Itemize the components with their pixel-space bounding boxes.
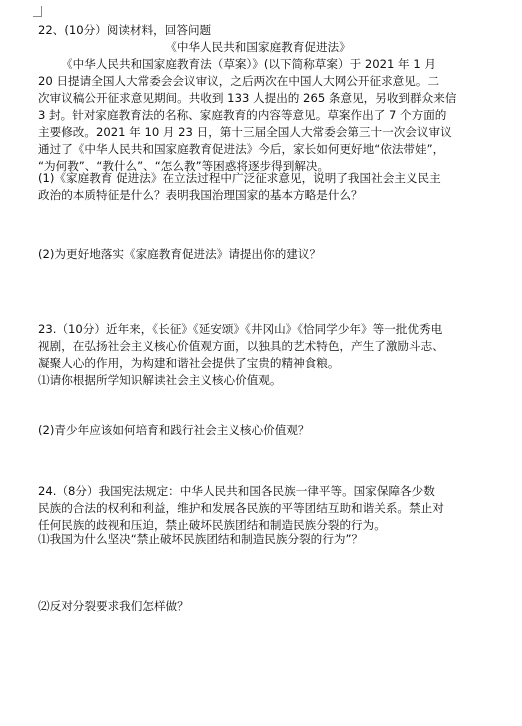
- sub-question-line: ⑴我国为什么坚决“禁止破坏民族团结和制造民族分裂的行为”？: [38, 532, 364, 546]
- question-line: 民族的合法的权利和利益，维护和发展各民族的平等团结互助和谐关系。禁止对: [38, 501, 444, 515]
- question-24-sub-2: [38, 598, 478, 615]
- sub-question-line: (1)《家庭教育 促进法》在立法过程中广泛征求意见，说明了我国社会主义民主: [38, 171, 441, 185]
- question-22-sub-1: [38, 170, 478, 204]
- question-22-header: [38, 22, 478, 39]
- question-24-sub-1: [38, 531, 478, 548]
- sub-question-line: (2)为更好地落实《家庭教育促进法》请提出你的建议？: [38, 247, 322, 261]
- sub-question-line: 政治的本质特征是什么？表明我国治理国家的基本方略是什么？: [38, 188, 363, 202]
- question-line: 凝聚人心的作用，为构建和谐社会提供了宝贵的精神食粮。: [38, 356, 340, 370]
- question-22-title: 《中华人民共和国家庭教育促进法》: [165, 40, 351, 54]
- question-22-material: [38, 56, 478, 175]
- material-line: 《中华人民共和国家庭教育法（草案）》(以下简称草案）于 2021 年 1 月: [61, 57, 436, 71]
- question-line: 任何民族的歧视和压迫，禁止破坏民族团结和制造民族分裂的行为。: [38, 518, 386, 532]
- question-line: 23.（10分）近年来，《长征》《延安颂》《井冈山》《恰同学少年》等一批优秀电: [38, 322, 443, 336]
- question-22-sub-2: [38, 246, 478, 263]
- material-line: 20 日提请全国人大常委会会议审议，之后两次在中国人大网公开征求意见。二: [38, 74, 440, 88]
- material-line: 次审议稿公开征求意见期间。共收到 133 人提出的 265 条意见，另收到群众来信: [38, 91, 457, 105]
- question-23-stem: [38, 321, 478, 372]
- sub-question-line: (2)青少年应该如何培育和践行社会主义核心价值观？: [38, 423, 310, 437]
- sub-question-line: ⑴请你根据所学知识解读社会主义核心价值观。: [38, 373, 282, 387]
- question-24-stem: [38, 483, 478, 534]
- page-corner-mark: [33, 6, 42, 17]
- question-line: 视剧，在弘扬社会主义核心价值观方面，以独具的艺术特色，产生了激励斗志、: [38, 339, 444, 353]
- question-22-header-text: 22、(10分）阅读材料，回答问题: [38, 23, 212, 37]
- material-line: 3 封。针对家庭教育法的名称、家庭教育的内容等意见。草案作出了 7 个方面的: [38, 108, 447, 122]
- material-line: “为何教”、“教什么”、“怎么教”等困惑将逐步得到解决。: [38, 159, 330, 173]
- material-line: 通过了《中华人民共和国家庭教育促进法》今后，家长如何更好地“依法带娃”，: [38, 142, 445, 156]
- question-line: 24.（8分）我国宪法规定：中华人民共和国各民族一律平等。国家保障各少数: [38, 484, 435, 498]
- sub-question-line: ⑵反对分裂要求我们怎样做？: [38, 599, 189, 613]
- material-line: 主要修改。2021 年 10 月 23 日，第十三届全国人大常委会第三十一次会议审议: [38, 125, 452, 139]
- question-23-sub-1: [38, 372, 478, 389]
- question-23-sub-2: [38, 422, 478, 439]
